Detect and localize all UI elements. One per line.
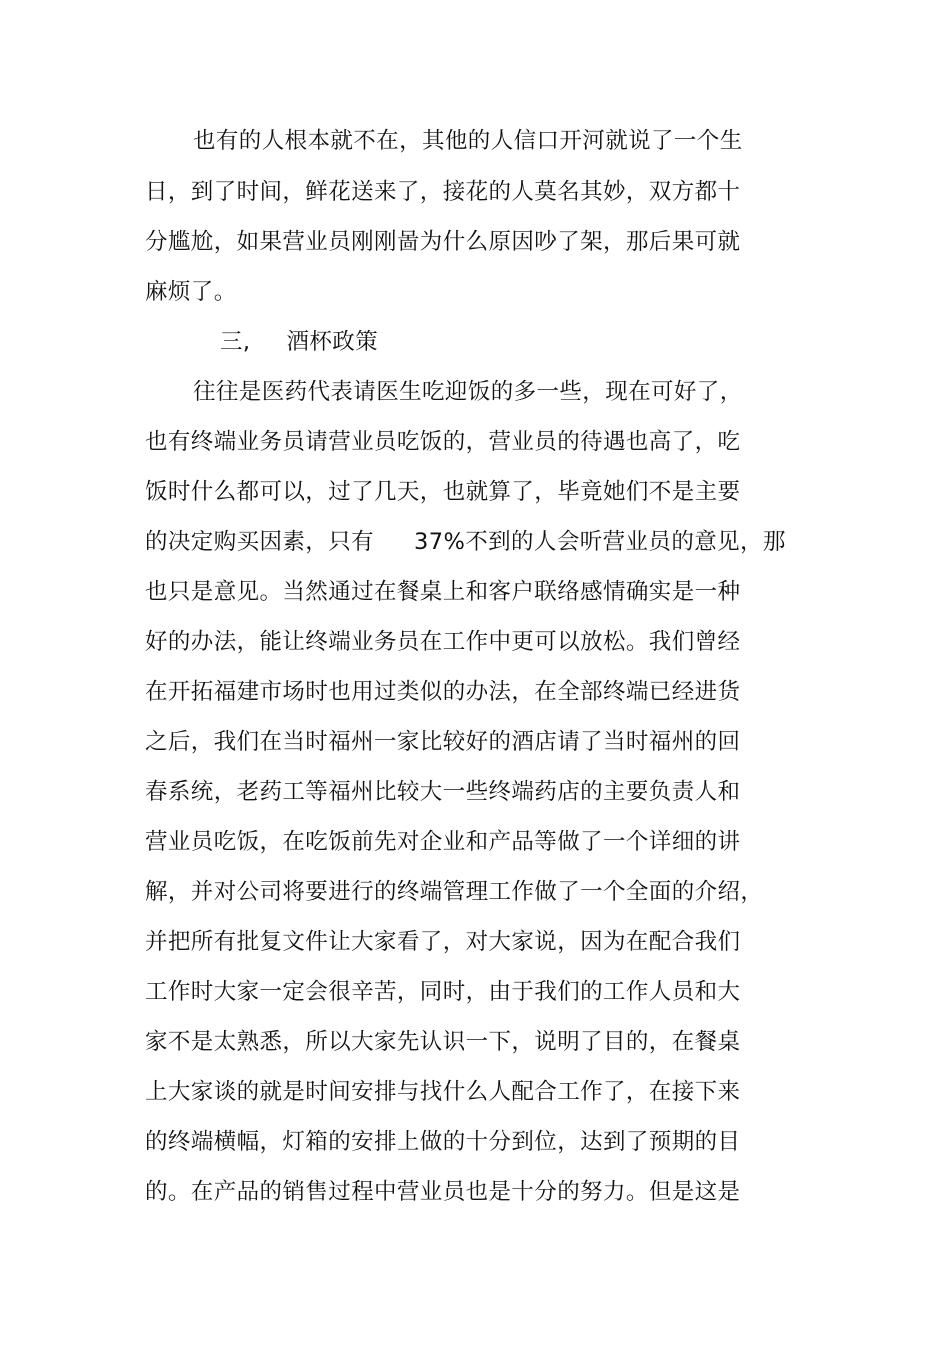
paragraph-1-line-3: 分尴尬，如果营业员刚刚啚为什么原因吵了架，那后果可就	[145, 229, 741, 255]
paragraph-2-line-15: 上大家谈的就是时间安排与找什么人配合工作了，在接下来	[145, 1079, 741, 1105]
paragraph-2-line-12: 并把所有批复文件让大家看了，对大家说，因为在配合我们	[145, 929, 741, 955]
line-4-text-before: 的决定购买因素，只有	[145, 529, 375, 555]
paragraph-1-line-2: 日，到了时间，鲜花送来了，接花的人莫名其妙，双方都十	[145, 179, 741, 205]
line-4-text-after: 不到的人会听营业员的意见，那	[465, 529, 786, 555]
section-number: 三,	[220, 329, 251, 355]
paragraph-2-line-3: 饭时什么都可以，过了几天，也就算了，毕竟她们不是主要	[145, 479, 741, 505]
paragraph-2-line-5: 也只是意见。当然通过在餐桌上和客户联络感情确实是一种	[145, 579, 741, 605]
paragraph-2-line-16: 的终端横幅，灯箱的安排上做的十分到位，达到了预期的目	[145, 1129, 741, 1155]
paragraph-2-line-4	[145, 524, 786, 560]
percentage-value: 37%	[414, 529, 466, 555]
paragraph-2-line-9: 春系统，老药工等福州比较大一些终端药店的主要负责人和	[145, 779, 741, 805]
section-title: 酒杯政策	[286, 329, 379, 355]
paragraph-2-line-11: 解，并对公司将要进行的终端管理工作做了一个全面的介绍，	[145, 879, 764, 905]
paragraph-1-line-1: 也有的人根本就不在，其他的人信口开河就说了一个生	[193, 128, 743, 154]
paragraph-2-line-10: 营业员吃饭，在吃饭前先对企业和产品等做了一个详细的讲	[145, 829, 741, 855]
section-heading	[220, 324, 378, 360]
paragraph-2-line-7: 在开拓福建市场时也用过类似的办法，在全部终端已经进货	[145, 679, 741, 705]
paragraph-2-line-14: 家不是太熟悉，所以大家先认识一下，说明了目的，在餐桌	[145, 1029, 741, 1055]
paragraph-2-line-17: 的。在产品的销售过程中营业员也是十分的努力。但是这是	[145, 1179, 741, 1205]
paragraph-2-line-8: 之后，我们在当时福州一家比较好的酒店请了当时福州的回	[145, 729, 741, 755]
paragraph-2-line-2: 也有终端业务员请营业员吃饭的，营业员的待遇也高了，吃	[145, 429, 741, 455]
paragraph-2-line-13: 工作时大家一定会很辛苦，同时，由于我们的工作人员和大	[145, 979, 741, 1005]
paragraph-2-line-6: 好的办法，能让终端业务员在工作中更可以放松。我们曾经	[145, 629, 741, 655]
paragraph-1-line-4: 麻烦了。	[145, 279, 237, 305]
paragraph-2-line-1: 往往是医药代表请医生吃迎饭的多一些，现在可好了，	[193, 379, 743, 405]
